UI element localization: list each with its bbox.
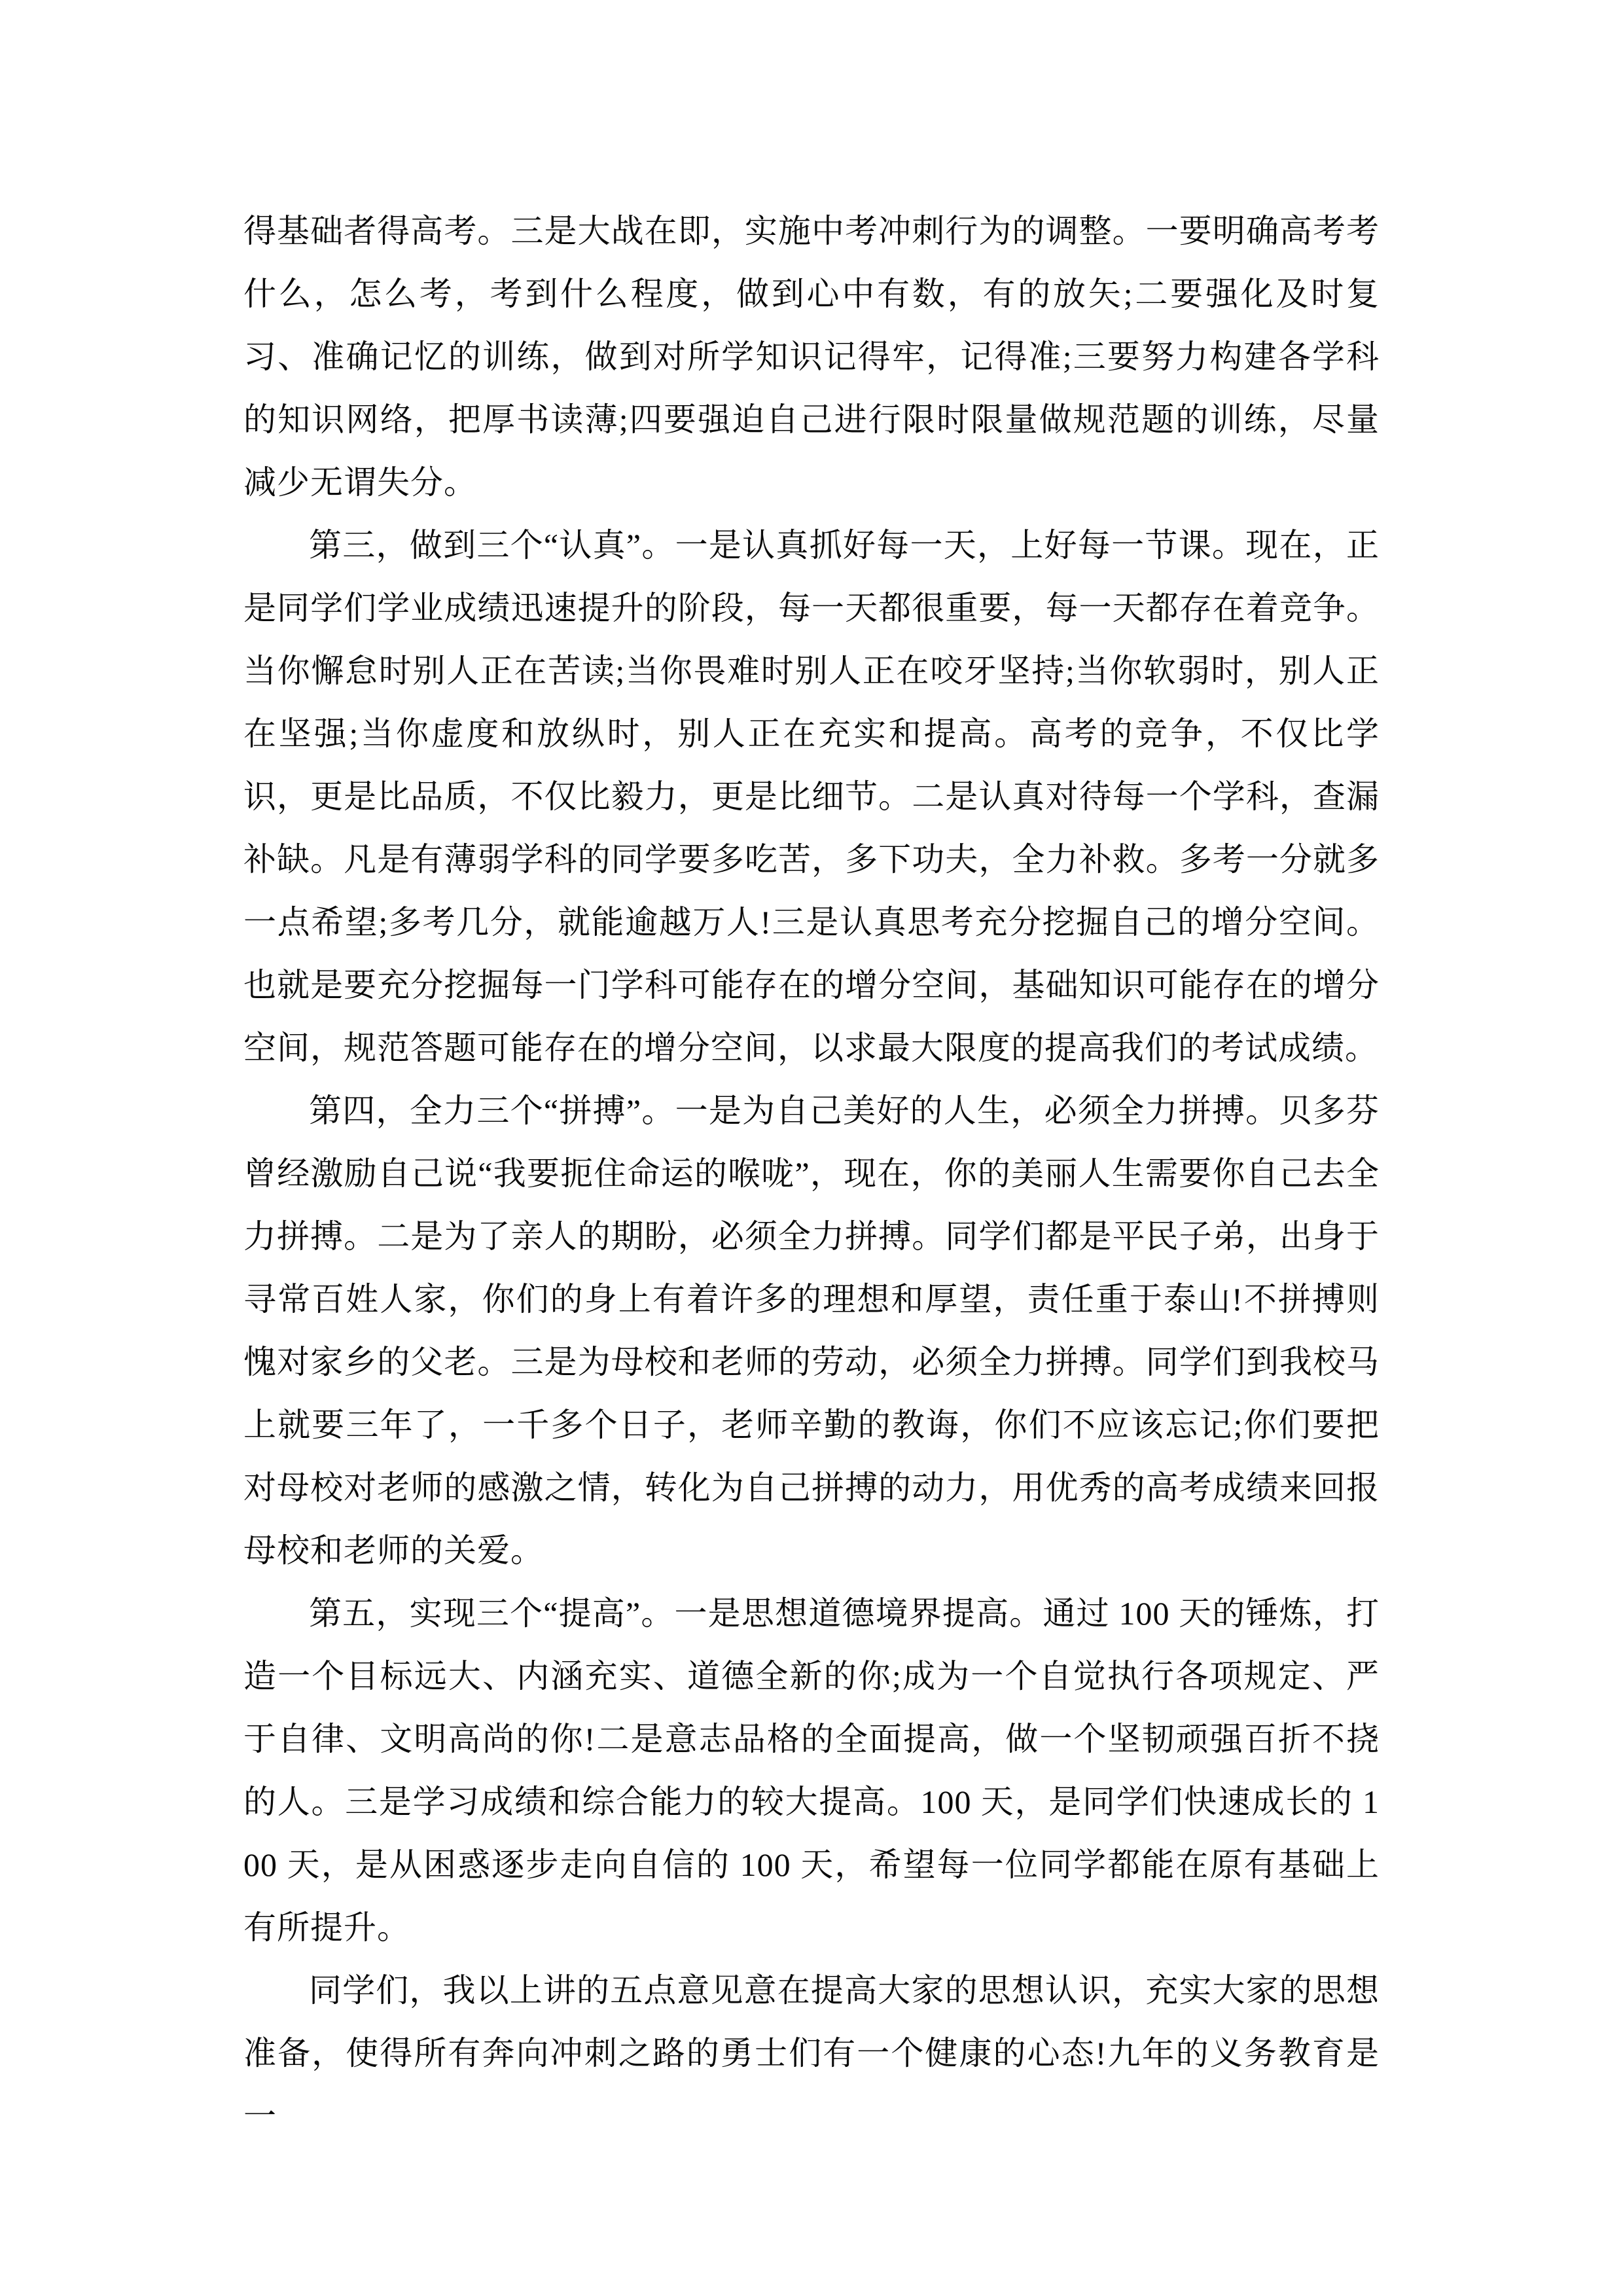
document-content — [243, 200, 1380, 2147]
paragraph: 第三，做到三个“认真”。一是认真抓好每一天，上好每一节课。现在，正是同学们学业成绩迅速提升的阶段，每一天都很重要，每一天都存在着竞争。当你懈怠时别人正在苦读;当你畏难时别人正在咬牙坚持;当你软弱时，别人正在坚强;当你虚度和放纵时，别人正在充实和提高。高考的竞争，不仅比学识，更是比品质，不仅比毅力，更是比细节。二是认真对待每一个学科，查漏补缺。凡是有薄弱学科的同学要多吃苦，多下功夫，全力补救。多考一分就多一点希望;多考几分，就能逾越万人!三是认真思考充分挖掘自己的增分空间。也就是要充分挖掘每一门学科可能存在的增分空间，基础知识可能存在的增分空间，规范答题可能存在的增分空间，以求最大限度的提高我们的考试成绩。 — [243, 527, 1380, 1066]
paragraph: 同学们，我以上讲的五点意见意在提高大家的思想认识，充实大家的思想准备，使得所有奔向冲刺之路的勇士们有一个健康的心态!九年的义务教育是一 — [243, 1972, 1380, 2134]
paragraph: 第五，实现三个“提高”。一是思想道德境界提高。通过 100 天的锤炼，打造一个目标远大、内涵充实、道德全新的你;成为一个自觉执行各项规定、严于自律、文明高尚的你!二是意志品格的全面提高，做一个坚韧顽强百折不挠的人。三是学习成绩和综合能力的较大提高。100 天，是同学们快速成长的 100 天，是从困惑逐步走向自信的 100 天，希望每一位同学都能在原有基础上有所提升。 — [243, 1595, 1380, 1946]
paragraph: 第四，全力三个“拼搏”。一是为自己美好的人生，必须全力拼搏。贝多芬曾经激励自己说“我要扼住命运的喉咙”，现在，你的美丽人生需要你自己去全力拼搏。二是为了亲人的期盼，必须全力拼搏。同学们都是平民子弟，出身于寻常百姓人家，你们的身上有着许多的理想和厚望，责任重于泰山!不拼搏则愧对家乡的父老。三是为母校和老师的劳动，必须全力拼搏。同学们到我校马上就要三年了，一千多个日子，老师辛勤的教诲，你们不应该忘记;你们要把对母校对老师的感激之情，转化为自己拼搏的动力，用优秀的高考成绩来回报母校和老师的关爱。 — [243, 1092, 1380, 1569]
paragraph: 得基础者得高考。三是大战在即，实施中考冲刺行为的调整。一要明确高考考什么，怎么考，考到什么程度，做到心中有数，有的放矢;二要强化及时复习、准确记忆的训练，做到对所学知识记得牢，记得准;三要努力构建各学科的知识网络，把厚书读薄;四要强迫自己进行限时限量做规范题的训练，尽量减少无谓失分。 — [243, 213, 1380, 501]
